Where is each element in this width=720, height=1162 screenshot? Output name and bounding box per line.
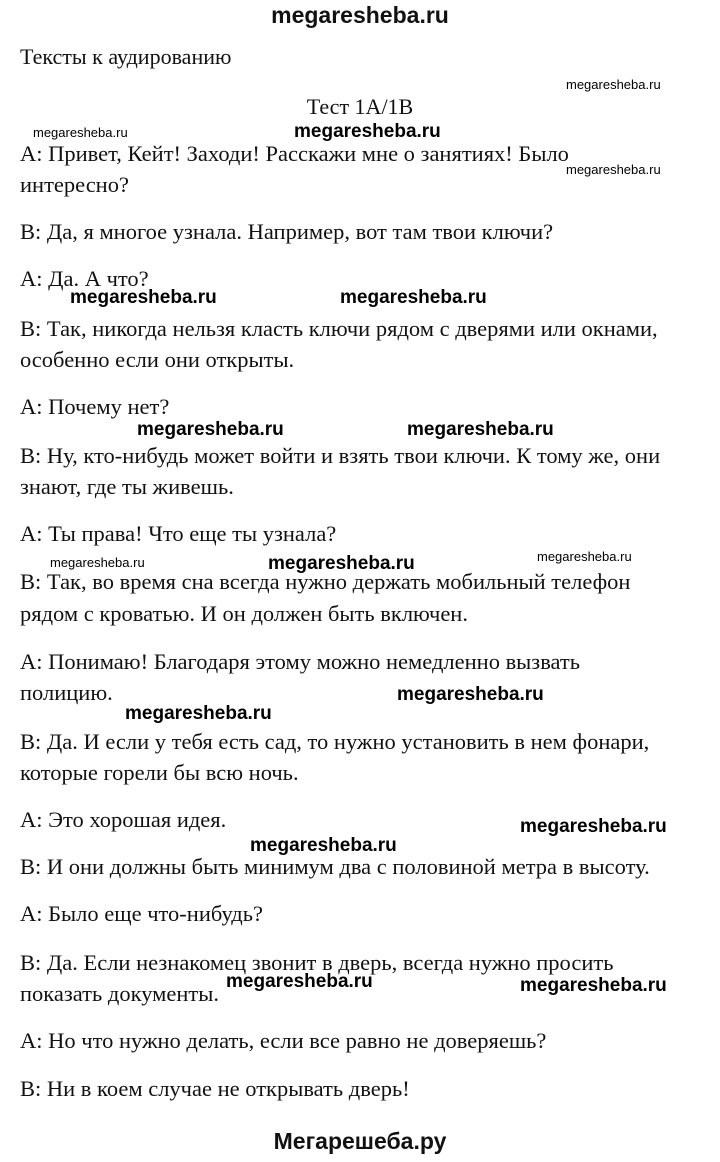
- header-site-name: megaresheba.ru: [271, 2, 449, 28]
- watermark: megaresheba.ru: [537, 549, 632, 564]
- dialogue-line: интересно?: [20, 172, 129, 197]
- watermark: megaresheba.ru: [50, 555, 145, 570]
- watermark: megaresheba.ru: [70, 287, 217, 308]
- dialogue-line: В: И они должны быть минимум два с половиной метра в высоту.: [20, 854, 650, 879]
- watermark: megaresheba.ru: [125, 703, 272, 724]
- dialogue-line: В: Да. Если незнакомец звонит в дверь, всегда нужно просить: [20, 950, 614, 975]
- dialogue-line: А: Понимаю! Благодаря этому можно немедленно вызвать: [20, 649, 581, 674]
- dialogue-line: В: Ну, кто-нибудь может войти и взять твои ключи. К тому же, они: [20, 443, 661, 468]
- watermark: megaresheba.ru: [340, 287, 487, 308]
- dialogue-line: В: Так, никогда нельзя класть ключи рядом с дверями или окнами,: [20, 316, 658, 341]
- dialogue-line: рядом с кроватью. И он должен быть включен.: [20, 601, 468, 626]
- dialogue-line: А: Почему нет?: [20, 394, 170, 419]
- dialogue-line: В: Ни в коем случае не открывать дверь!: [20, 1076, 410, 1101]
- dialogue-line: полицию.: [20, 680, 113, 705]
- footer-site-name: Мегарешеба.ру: [273, 1128, 447, 1154]
- dialogue-line: А: Было еще что-нибудь?: [20, 901, 263, 926]
- dialogue-line: В: Так, во время сна всегда нужно держать мобильный телефон: [20, 569, 631, 594]
- watermark: megaresheba.ru: [566, 162, 661, 177]
- dialogue-line: А: Да. А что?: [20, 266, 149, 291]
- watermark: megaresheba.ru: [520, 975, 667, 996]
- test-title: Тест 1А/1В: [306, 94, 414, 119]
- watermark: megaresheba.ru: [294, 121, 441, 142]
- watermark: megaresheba.ru: [226, 971, 373, 992]
- dialogue-line: В: Да, я многое узнала. Например, вот там твои ключи?: [20, 219, 554, 244]
- watermark: megaresheba.ru: [407, 419, 554, 440]
- dialogue-line: В: Да. И если у тебя есть сад, то нужно установить в нем фонари,: [20, 729, 650, 754]
- dialogue-line: А: Но что нужно делать, если все равно не доверяешь?: [20, 1028, 547, 1053]
- watermark: megaresheba.ru: [33, 125, 128, 140]
- dialogue-line: показать документы.: [20, 981, 219, 1006]
- dialogue-line: А: Ты права! Что еще ты узнала?: [20, 521, 337, 546]
- watermark: megaresheba.ru: [397, 684, 544, 705]
- dialogue-line: А: Это хорошая идея.: [20, 807, 227, 832]
- dialogue-line: которые горели бы всю ночь.: [20, 760, 299, 785]
- watermark: megaresheba.ru: [566, 77, 661, 92]
- watermark: megaresheba.ru: [520, 816, 667, 837]
- watermark: megaresheba.ru: [268, 553, 415, 574]
- dialogue-line: знают, где ты живешь.: [20, 474, 234, 499]
- section-title: Тексты к аудированию: [20, 44, 232, 69]
- dialogue-line: А: Привет, Кейт! Заходи! Расскажи мне о занятиях! Было: [20, 141, 569, 166]
- watermark: megaresheba.ru: [137, 419, 284, 440]
- dialogue-line: особенно если они открыты.: [20, 347, 295, 372]
- watermark: megaresheba.ru: [250, 835, 397, 856]
